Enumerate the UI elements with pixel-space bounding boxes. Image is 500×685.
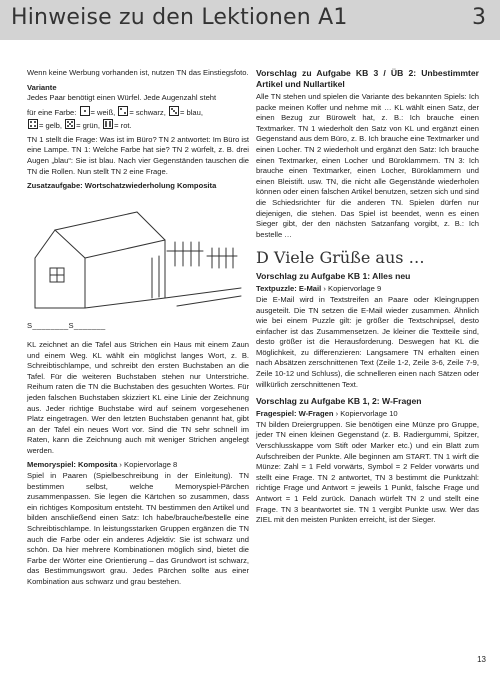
dice-two-icon [118, 106, 128, 116]
kb1-heading: Vorschlag zu Aufgabe KB 1: Alles neu [256, 271, 411, 282]
textpuzzle-ref: › Kopiervorlage 9 [321, 284, 382, 294]
color-schwarz: = schwarz, [129, 107, 166, 117]
house-sketch-drawing [27, 196, 249, 316]
fragespiel-paragraph [256, 409, 479, 526]
word-blanks: S________S_______ [27, 321, 106, 331]
dice-five-icon [65, 119, 75, 129]
variante-heading: Variante [27, 82, 57, 92]
dice-six-icon [103, 119, 113, 129]
color-blau: = blau, [179, 107, 203, 117]
textpuzzle-title: Textpuzzle: E-Mail [256, 284, 322, 294]
tn-paragraph: TN 1 stellt die Frage: Was ist im Büro? TN 2 antwortet: Im Büro ist eine Lampe. TN 1: Welche Farbe hat sie? TN 2 würfelt, z. B. drei Augen „blau“: Sie ist blau. Nach vier Gegenständen tauschen die TN die Rollen. Nun stellt TN 2 eine Frage. [27, 134, 249, 176]
kb3-heading: Vorschlag zu Aufgabe KB 3 / ÜB 2: Unbestimmter Artikel und Nullartikel [256, 68, 479, 89]
fragespiel-title: Fragespiel: W-Fragen [256, 409, 334, 419]
section-d-heading: D Viele Grüße aus … [256, 248, 425, 268]
kl-paragraph: KL zeichnet an die Tafel aus Strichen ein Haus mit einem Zaun und einem Weg. KL wählt ein möglichst langes Wort, z. B. Schreibtischlampe, und schreibt den ersten Buchstaben an die Tafel. Für die weiteren Buchstaben stehen nur Unterstriche. Reihum raten die TN die Buchstaben des gesuchten Wortes. Für jeden falschen Buchstaben skizziert KL eine Linie der Zeichnung aus. Jeder richtige Buchstabe wird auf seinem vorgesehenen Platz eingetragen. Wer den letzten Buchstaben genannt hat, gibt an der Tafel ein neues Wort vor. Sind die TN sehr schnell im Raten, kann die Zeichnung auch mit weniger Strichen angelegt werden. [27, 339, 249, 455]
page-header [0, 0, 500, 40]
fragespiel-ref: › Kopiervorlage 10 [333, 409, 398, 419]
variante-text: Jedes Paar benötigt einen Würfel. Jede Augenzahl steht [27, 93, 217, 103]
dice-four-icon [28, 119, 38, 129]
memory-title: Memoryspiel: Komposita [27, 460, 118, 470]
zusatz-heading: Zusatzaufgabe: Wortschatzwiederholung Komposita [27, 181, 217, 191]
page-title: Hinweise zu den Lektionen A1 [11, 5, 348, 30]
dice-legend [27, 106, 249, 132]
memory-paragraph [27, 460, 249, 587]
left-column [27, 68, 249, 592]
intro-paragraph: Wenn keine Werbung vorhanden ist, nutzen TN das Einstiegsfoto. [27, 68, 249, 77]
right-column [256, 68, 479, 530]
memory-ref: › Kopiervorlage 8 [117, 460, 178, 470]
color-rot: = rot. [114, 120, 132, 130]
farbe-prefix: für eine Farbe: [27, 107, 77, 117]
color-weiss: = weiß, [90, 107, 116, 117]
kb3-paragraph: Alle TN stehen und spielen die Variante des bekannten Spiels: Ich packe meinen Koffer und nehme mit … KL wählt einen Satz, der einen Bezug zur Bürowelt hat, z. B.: Ich brauche einen Textmarker. TN 1 wiederholt den Satz von KL und ergänzt einen Gegenstand aus dem Büro, z. B. Ich brauche eine Textmarker und einen Locher. TN 2 wiederholt und ergänzt den Satz: Ich brauche einen Textmarker, einen Locher und Büroklammern. TN 3: Ich brauche einen Textmarker, einen Locher, Büroklammern und einen Bleistift. usw. TN, die nicht alle Gegenstände wiederholen können oder einen falschen Artikel benutzen, setzen sich und sind die Schiedsrichter für die anderen TN. Spielen dürfen nur diejenigen, die stehen. Das Spiel ist beendet, wenn es einen Sieger gibt, der den nächsten Satzanfang vorgibt, z. B.: Ich bestelle … [256, 92, 479, 239]
kb12-heading: Vorschlag zu Aufgabe KB 1, 2: W-Fragen [256, 396, 422, 407]
color-gruen: = grün, [76, 120, 100, 130]
color-gelb: = gelb, [39, 120, 63, 130]
dice-three-icon [169, 106, 179, 116]
memory-text: Spiel in Paaren (Spielbeschreibung in der Einleitung). TN bestimmen selbst, welche Memoryspiel-Pärchen zusammenpassen. Sie legen die Kärtchen so zusammen, dass ein richtiges Kompositum entsteht. TN bestimmen den Artikel und bilden anschließend einen Satz: Ich habe/brauche/bestelle eine Schreibtischlampe. In leistungsstarken Gruppen ergänzen die TN auch die Farbe oder ein anderes Adjektiv: Sie ist schwarz und schön. Da hier mehrere Kombinationen möglich sind, bietet die Farbe der Wörter eine Orientierung – das Grundwort ist schwarz, das Bestimmungswort grau. Jedes Pärchen sollte aus einer Kombination aus schwarz und grau bestehen. [27, 471, 249, 586]
textpuzzle-text: Die E-Mail wird in Textstreifen an Paare oder Kleingruppen ausgeteilt. Die TN setzen die E-Mail wieder zusammen. Ähnlich wie bei einem Puzzle gilt: je größer die Textschnipsel, desto einfacher ist das Zusammensetzen. Je kleiner die Textteile sind, desto größer ist die Herausforderung. Deswegen hat KL die Möglichkeit, zu differenzieren: Langsamere TN erhalten einen nach Absätzen zerschnittenen Text (Zeile 1-2, Zeile 3-6, Zeile 7-9, Zeile 10-12 und Schluss), die schnelleren einen nach Sätzen oder willkürlich zerschnittenen Text. [256, 294, 479, 389]
dice-one-icon [80, 106, 90, 116]
textpuzzle-paragraph [256, 284, 479, 390]
fragespiel-text: TN bilden Dreiergruppen. Sie benötigen eine Münze pro Gruppe, jeder TN einen kleinen Gegenstand (z. B. Radiergummi, Spitzer, Verschlusskappe vom Stift oder Marker etc.) und ein Blatt zum Aufschreiben der Punkte. Alle beginnen am START. TN 1 wirft die Münze: Zahl = 1 Feld vorwärts, Symbol = 2 Felder vorwärts und stellt eine Frage. TN 2 antwortet, TN 3 bestimmt die Punktzahl: richtige Frage und Antwort = jeweils 1 Punkt, falsche Frage und Antwort = 1 Feld zurück. Danach würfelt TN 2 und stellt eine Frage. TN 3 beantwortet sie. TN 1 vergibt Punkte usw. Wer das ZIEL mit den meisten Punkten erreicht, ist der Sieger. [256, 419, 479, 525]
chapter-number: 3 [472, 5, 486, 30]
page-number: 13 [477, 655, 486, 664]
variante-paragraph [27, 93, 249, 104]
